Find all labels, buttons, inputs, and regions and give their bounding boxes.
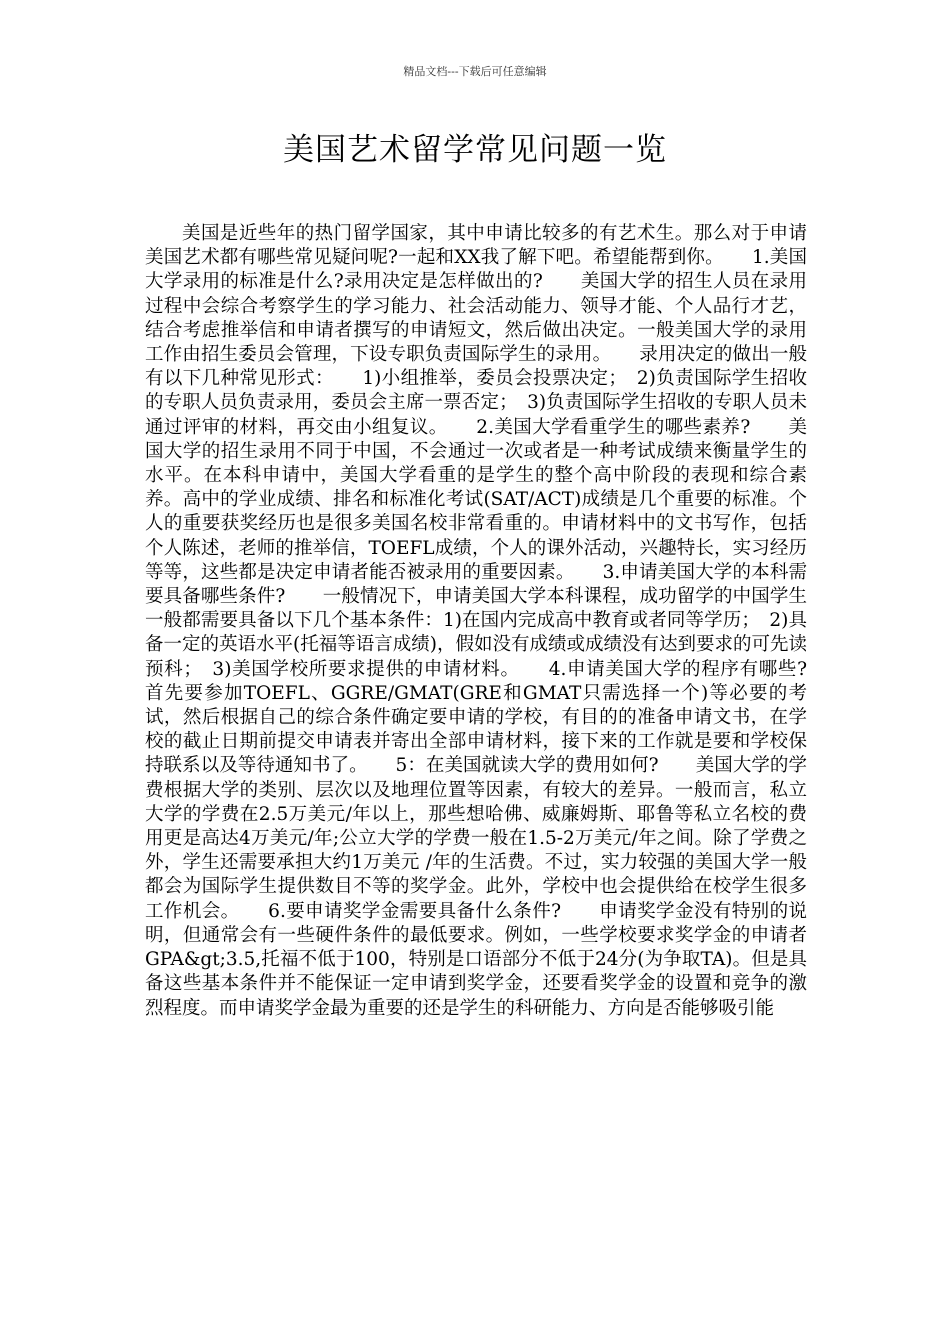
header-note: 精品文档---下载后可任意编辑	[403, 65, 547, 78]
document-title: 美国艺术留学常见问题一览	[283, 132, 667, 168]
body-paragraph: 美国是近些年的热门留学国家，其中申请比较多的有艺术生。那么对于申请美国艺术都有哪些常见疑问呢?一起和XX我了解下吧。希望能帮到你。 1.美国大学录用的标准是什么?录用决定是怎样做出的? 美国大学的招生人员在录用过程中会综合考察学生的学习能力、社会活动能力、领导才能、个人品行才艺，结合考虑推举信和申请者撰写的申请短文，然后做出决定。一般美国大学的录用工作由招生委员会管理，下设专职负责国际学生的录用。 录用决定的做出一般有以下几种常见形式： 1)小组推举，委员会投票决定； 2)负责国际学生招收的专职人员负责录用，委员会主席一票否定； 3)负责国际学生招收的专职人员未通过评审的材料，再交由小组复议。 2.美国大学看重学生的哪些素养? 美国大学的招生录用不同于中国，不会通过一次或者是一种考试成绩来衡量学生的水平。在本科申请中，美国大学看重的是学生的整个高中阶段的表现和综合素养。高中的学业成绩、排名和标准化考试(SAT/ACT)成绩是几个重要的标准。个人的重要获奖经历也是很多美国名校非常看重的。申请材料中的文书写作，包括个人陈述，老师的推举信，TOEFL成绩，个人的课外活动，兴趣特长，实习经历等等，这些都是决定申请者能否被录用的重要因素。 3.申请美国大学的本科需要具备哪些条件? 一般情况下，申请美国大学本科课程，成功留学的中国学生一般都需要具备以下几个基本条件：1)在国内完成高中教育或者同等学历； 2)具备一定的英语水平(托福等语言成绩)，假如没有成绩或成绩没有达到要求的可先读预科； 3)美国学校所要求提供的申请材料。 4.申请美国大学的程序有哪些? 首先要参加TOEFL、GGRE/GMAT(GRE和GMAT只需选择一个)等必要的考试，然后根据自己的综合条件确定要申请的学校，有目的的准备申请文书，在学校的截止日期前提交申请表并寄出全部申请材料，接下来的工作就是要和学校保持联系以及等待通知书了。 5：在美国就读大学的费用如何? 美国大学的学费根据大学的类别、层次以及地理位置等因素，有较大的差异。一般而言，私立大学的学费在2.5万美元/年以上，那些想哈佛、威廉姆斯、耶鲁等私立名校的费用更是高达4万美元/年;公立大学的学费一般在1.5-2万美元/年之间。除了学费之外，学生还需要承担大约1万美元 /年的生活费。不过，实力较强的美国大学一般都会为国际学生提供数目不等的奖学金。此外，学校中也会提供给在校学生很多工作机会。 6.要申请奖学金需要具备什么条件? 申请奖学金没有特别的说明，但通常会有一些硬件条件的最低要求。例如，一些学校要求奖学金的申请者GPA&gt;3.5,托福不低于100，特别是口语部分不低于24分(为争取TA)。但是具备这些基本条件并不能保证一定申请到奖学金，还要看奖学金的设置和竞争的激烈程度。而申请奖学金最为重要的还是学生的科研能力、方向是否能够吸引能	[145, 223, 845, 1019]
